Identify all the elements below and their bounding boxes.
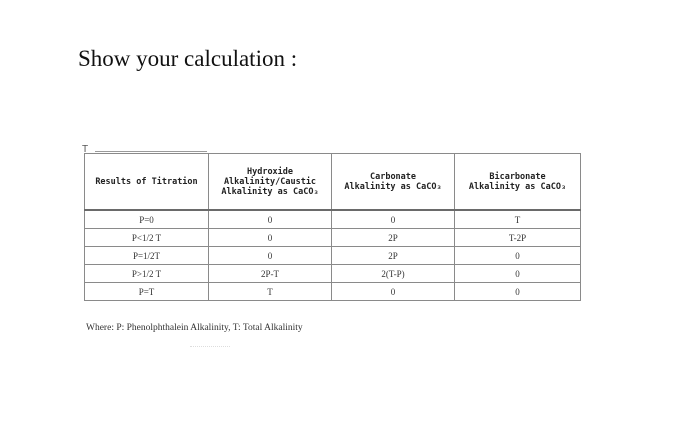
- page-heading: Show your calculation :: [78, 46, 298, 71]
- cell-carbonate: 0: [332, 210, 455, 229]
- cell-carbonate: 2P: [332, 247, 455, 265]
- cell-hydroxide: 2P-T: [209, 265, 332, 283]
- header-carbonate-alkalinity: Carbonate Alkalinity as CaCO₃: [332, 154, 455, 211]
- cell-bicarbonate: 0: [455, 247, 581, 265]
- header-hydroxide-alkalinity: Hydroxide Alkalinity/Caustic Alkalinity as CaCO₃: [209, 154, 332, 211]
- table-row: [85, 283, 581, 301]
- table-header-row: [85, 154, 581, 211]
- table-footnote: Where: P: Phenolphthalein Alkalinity, T: Total Alkalinity: [86, 323, 303, 333]
- cell-bicarbonate: T-2P: [455, 229, 581, 247]
- cell-hydroxide: 0: [209, 229, 332, 247]
- table-row: [85, 229, 581, 247]
- cell-titration: P<1/2 T: [85, 229, 209, 247]
- cell-titration: P=T: [85, 283, 209, 301]
- cell-bicarbonate: 0: [455, 265, 581, 283]
- cell-titration: P>1/2 T: [85, 265, 209, 283]
- corner-t-mark: T: [82, 144, 89, 155]
- header-bicarbonate-alkalinity: Bicarbonate Alkalinity as CaCO₃: [455, 154, 581, 211]
- table-row: [85, 210, 581, 229]
- header-results-of-titration: Results of Titration: [85, 154, 209, 211]
- alkalinity-table: [84, 153, 581, 301]
- cell-hydroxide: 0: [209, 210, 332, 229]
- cell-carbonate: 0: [332, 283, 455, 301]
- cell-hydroxide: T: [209, 283, 332, 301]
- cell-bicarbonate: T: [455, 210, 581, 229]
- cell-titration: P=0: [85, 210, 209, 229]
- faint-smudge: [190, 346, 230, 347]
- corner-rule: [95, 151, 207, 152]
- cell-titration: P=1/2T: [85, 247, 209, 265]
- cell-carbonate: 2P: [332, 229, 455, 247]
- cell-carbonate: 2(T-P): [332, 265, 455, 283]
- cell-hydroxide: 0: [209, 247, 332, 265]
- table-row: [85, 247, 581, 265]
- table-row: [85, 265, 581, 283]
- cell-bicarbonate: 0: [455, 283, 581, 301]
